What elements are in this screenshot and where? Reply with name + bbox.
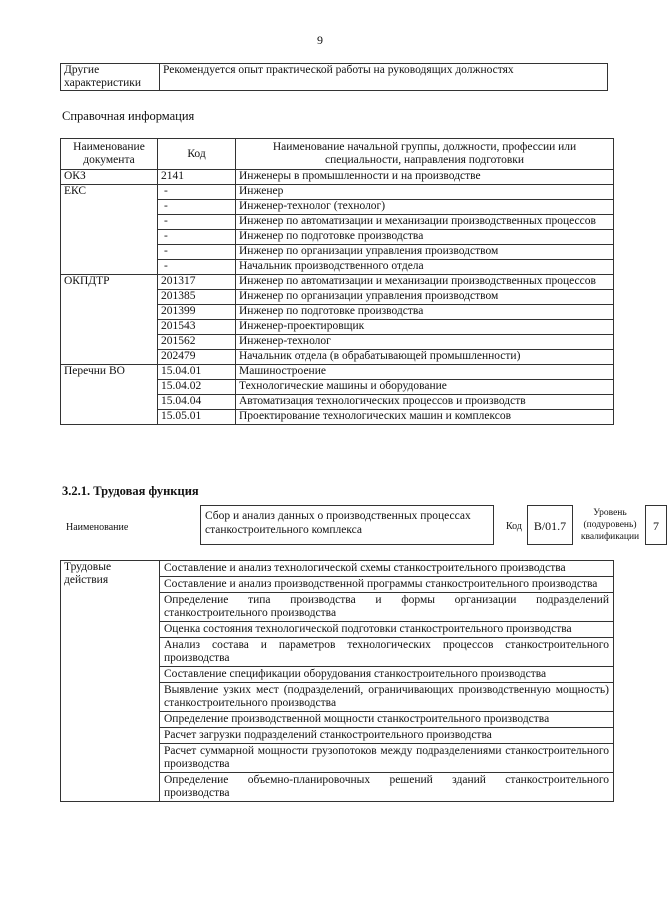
reference-name-cell: Инженер по подготовке производства bbox=[236, 305, 614, 320]
labor-action-item: Составление спецификации оборудования станкостроительного производства bbox=[160, 667, 614, 683]
function-code-label: Код bbox=[506, 521, 522, 532]
other-characteristics-text: Рекомендуется опыт практической работы на руководящих должностях bbox=[160, 64, 608, 91]
labor-action-item: Составление и анализ производственной программы станкостроительного производства bbox=[160, 577, 614, 593]
reference-title: Справочная информация bbox=[62, 109, 195, 123]
function-header bbox=[60, 505, 659, 547]
reference-code-cell: - bbox=[158, 230, 236, 245]
reference-code-cell: 202479 bbox=[158, 350, 236, 365]
header-doc: Наименование документа bbox=[61, 139, 158, 170]
reference-name-cell: Начальник производственного отдела bbox=[236, 260, 614, 275]
reference-name-cell: Инженер bbox=[236, 185, 614, 200]
reference-name-cell: Инженеры в промышленности и на производстве bbox=[236, 170, 614, 185]
reference-code-cell: - bbox=[158, 200, 236, 215]
reference-name-cell: Инженер по организации управления производством bbox=[236, 245, 614, 260]
reference-code-cell: 201317 bbox=[158, 275, 236, 290]
reference-code-cell: 201385 bbox=[158, 290, 236, 305]
labor-action-item: Определение производственной мощности станкостроительного производства bbox=[160, 712, 614, 728]
reference-code-cell: - bbox=[158, 260, 236, 275]
reference-name-cell: Инженер-технолог bbox=[236, 335, 614, 350]
function-code-value: B/01.7 bbox=[527, 505, 573, 545]
reference-code-cell: - bbox=[158, 245, 236, 260]
labor-actions-label: Трудовые действия bbox=[61, 561, 160, 802]
function-level-value: 7 bbox=[645, 505, 667, 545]
function-name-label: Наименование bbox=[66, 522, 129, 533]
reference-name-cell: Инженер по автоматизации и механизации производственных процессов bbox=[236, 215, 614, 230]
labor-action-item: Расчет загрузки подразделений станкостроительного производства bbox=[160, 728, 614, 744]
other-characteristics-label: Другие характеристики bbox=[61, 64, 160, 91]
reference-name-cell: Инженер по автоматизации и механизации производственных процессов bbox=[236, 275, 614, 290]
reference-doc-cell: ЕКС bbox=[61, 185, 158, 275]
reference-row bbox=[61, 170, 614, 185]
reference-name-cell: Инженер-проектировщик bbox=[236, 320, 614, 335]
reference-code-cell: 201562 bbox=[158, 335, 236, 350]
reference-code-cell: 2141 bbox=[158, 170, 236, 185]
reference-row bbox=[61, 185, 614, 200]
function-heading: 3.2.1. Трудовая функция bbox=[62, 484, 199, 498]
labor-action-item: Определение объемно-планировочных решений зданий станкостроительного производства bbox=[160, 773, 614, 802]
reference-code-cell: - bbox=[158, 185, 236, 200]
reference-code-cell: 15.04.01 bbox=[158, 365, 236, 380]
reference-name-cell: Начальник отдела (в обрабатывающей промышленности) bbox=[236, 350, 614, 365]
header-name: Наименование начальной группы, должности, профессии или специальности, направления подготовки bbox=[236, 139, 614, 170]
reference-name-cell: Машиностроение bbox=[236, 365, 614, 380]
labor-action-row bbox=[61, 561, 614, 577]
reference-doc-cell: ОКЗ bbox=[61, 170, 158, 185]
reference-code-cell: 201543 bbox=[158, 320, 236, 335]
reference-row bbox=[61, 365, 614, 380]
reference-name-cell: Автоматизация технологических процессов и производств bbox=[236, 395, 614, 410]
labor-action-item: Анализ состава и параметров технологических процессов станкостроительного производства bbox=[160, 638, 614, 667]
function-level-label: Уровень (подуровень) квалификации bbox=[580, 508, 640, 542]
page-number: 9 bbox=[317, 33, 323, 47]
labor-actions-table bbox=[60, 560, 614, 802]
reference-code-cell: 201399 bbox=[158, 305, 236, 320]
labor-action-item: Определение типа производства и формы организации подразделений станкостроительного производства bbox=[160, 593, 614, 622]
reference-code-cell: 15.04.04 bbox=[158, 395, 236, 410]
reference-doc-cell: Перечни ВО bbox=[61, 365, 158, 425]
reference-doc-cell: ОКПДТР bbox=[61, 275, 158, 365]
reference-code-cell: - bbox=[158, 215, 236, 230]
other-characteristics-table bbox=[60, 63, 608, 91]
reference-name-cell: Инженер-технолог (технолог) bbox=[236, 200, 614, 215]
reference-table bbox=[60, 138, 614, 425]
labor-action-item: Выявление узких мест (подразделений, ограничивающих производственную мощность) станкостроительного производства bbox=[160, 683, 614, 712]
labor-action-item: Составление и анализ технологической схемы станкостроительного производства bbox=[160, 561, 614, 577]
header-code: Код bbox=[158, 139, 236, 170]
labor-action-item: Оценка состояния технологической подготовки станкостроительного производства bbox=[160, 622, 614, 638]
function-name-value: Сбор и анализ данных о производственных процессах станкостроительного комплекса bbox=[200, 505, 494, 545]
reference-name-cell: Инженер по подготовке производства bbox=[236, 230, 614, 245]
reference-code-cell: 15.04.02 bbox=[158, 380, 236, 395]
reference-name-cell: Технологические машины и оборудование bbox=[236, 380, 614, 395]
reference-code-cell: 15.05.01 bbox=[158, 410, 236, 425]
reference-row bbox=[61, 275, 614, 290]
labor-action-item: Расчет суммарной мощности грузопотоков между подразделениями станкостроительного производства bbox=[160, 744, 614, 773]
reference-name-cell: Проектирование технологических машин и комплексов bbox=[236, 410, 614, 425]
reference-name-cell: Инженер по организации управления производством bbox=[236, 290, 614, 305]
